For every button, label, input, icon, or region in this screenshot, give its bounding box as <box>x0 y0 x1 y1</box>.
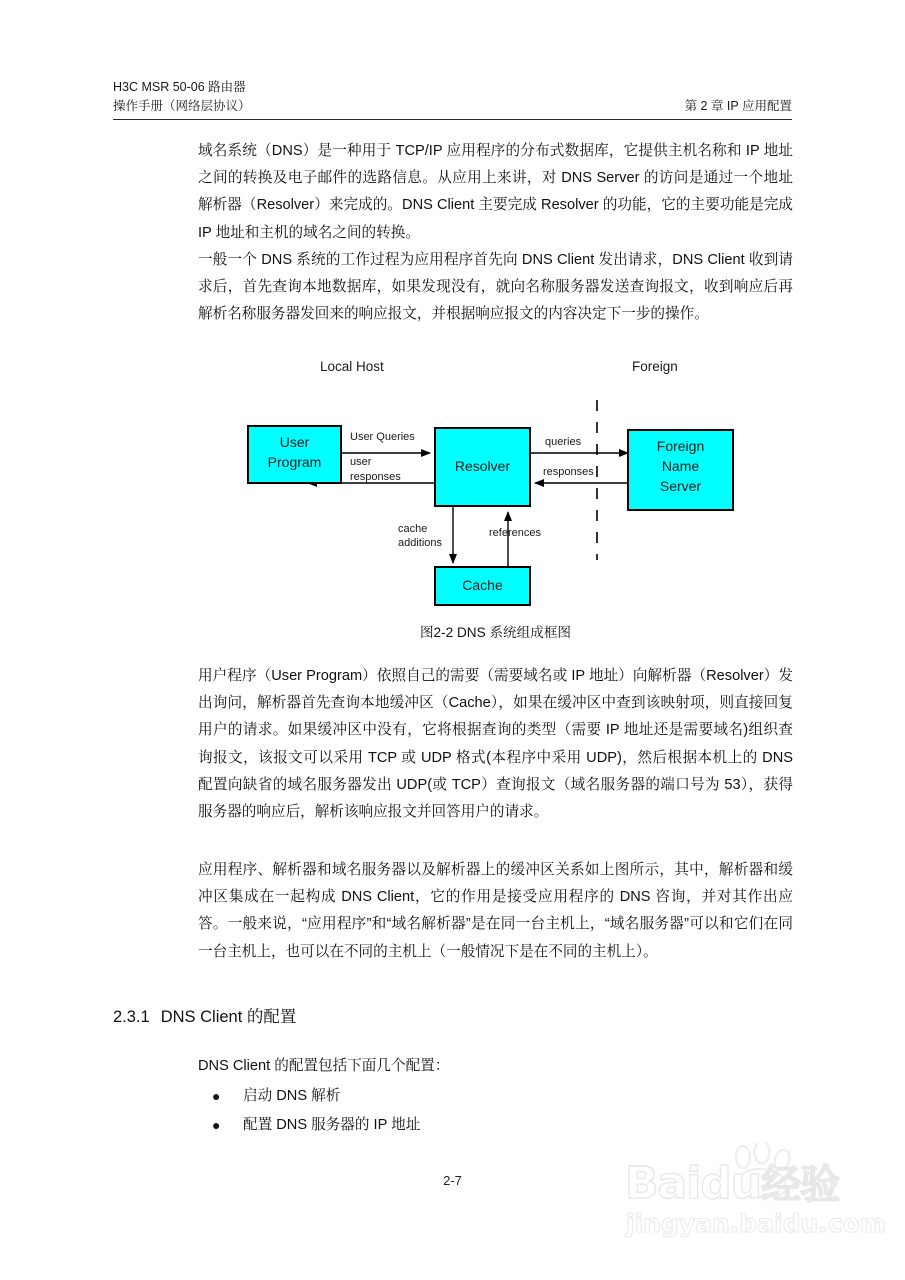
header-left-block <box>113 78 251 116</box>
section-heading-2-3-1 <box>113 1003 296 1027</box>
bullet-dot-icon: ● <box>212 1117 221 1133</box>
baidu-paw-icon <box>729 1143 799 1199</box>
figure-box-foreign-name-server-line2: Name <box>661 458 700 474</box>
watermark-brand-cn: 经验 <box>761 1162 840 1208</box>
header-chapter-label: 第 2 章 IP 应用配置 <box>684 99 792 113</box>
figure-edge-user-responses-line1: user <box>350 456 372 468</box>
baidu-watermark <box>625 1143 895 1238</box>
figure-label-local-host: Local Host <box>320 359 384 374</box>
bullet-dot-icon: ● <box>212 1088 221 1104</box>
figure-box-user-program-line1: User <box>279 434 310 450</box>
watermark-brand-latin: Baidu <box>625 1158 762 1209</box>
watermark-url: jingyan.baidu.com <box>626 1209 886 1238</box>
figure-caption: 图2-2 DNS 系统组成框图 <box>419 625 572 640</box>
figure-edge-references: references <box>489 527 541 539</box>
header-divider <box>113 119 792 120</box>
section-title: DNS Client 的配置 <box>160 1008 297 1026</box>
paragraph-resolver-flow: 用户程序（User Program）依照自己的需要（需要域名或 IP 地址）向解析器（Resolver）发出询问，解析器首先查询本地缓冲区（Cache），如果在缓冲区中查到该映射项，则直接回复用户的请求。如果缓冲区中没有，它将根据查询的类型（需要 IP 地址还是需要域名)组织查询报文，该报文可以采用 TCP 或 UDP 格式(本程序中采用 UDP)，然后根据本机上的 DNS 配置向缺省的域名服务器发出 UDP(或 TCP）查询报文（域名服务器的端口号为 53），获得服务器的响应后，解析该响应报文并回答用户的请求。 <box>198 668 793 821</box>
page-number: 2-7 <box>443 1173 462 1188</box>
paragraph-dns-client-relationship: 应用程序、解析器和域名服务器以及解析器上的缓冲区关系如上图所示，其中，解析器和缓冲区集成在一起构成 DNS Client，它的作用是接受应用程序的 DNS 咨询，并对其作出应答。一般来说，“应用程序”和“域名解析器”是在同一台主机上，“域名服务器”可以和它们在同一台主机上，也可以在不同的主机上（一般情况下是在不同的主机上）。 <box>198 862 793 960</box>
paragraph-dns-workflow: 一般一个 DNS 系统的工作过程为应用程序首先向 DNS Client 发出请求，DNS Client 收到请求后，首先查询本地数据库，如果发现没有，就向名称服务器发送查询报文，收到响应后再解析名称服务器发回来的响应报文，并根据响应报文的内容决定下一步的操作。 <box>198 252 793 323</box>
figure-box-resolver: Resolver <box>454 458 511 474</box>
section-number: 2.3.1 <box>113 1008 150 1026</box>
figure-box-user-program-line2: Program <box>267 454 322 470</box>
figure-edge-user-responses-line2: responses <box>350 471 401 483</box>
figure-label-foreign: Foreign <box>632 359 678 374</box>
figure-edge-responses: responses <box>543 466 594 478</box>
figure-dns-architecture <box>240 355 760 620</box>
figure-box-foreign-name-server-line3: Server <box>659 478 702 494</box>
bullet-label: 启动 DNS 解析 <box>243 1088 341 1104</box>
figure-edge-cache-additions-line2: additions <box>398 537 443 549</box>
figure-edge-user-queries: User Queries <box>350 431 415 443</box>
figure-edge-queries: queries <box>545 436 582 448</box>
page-header <box>113 78 792 122</box>
paragraph-dns-overview: 域名系统（DNS）是一种用于 TCP/IP 应用程序的分布式数据库，它提供主机名称和 IP 地址之间的转换及电子邮件的选路信息。从应用上来讲，对 DNS Server 的访问是通过一个地址解析器（Resolver）来完成的。DNS Client 主要完成 Resolver 的功能，它的主要功能是完成 IP 地址和主机的域名之间的转换。 <box>198 143 793 241</box>
header-manual-line: 操作手册（网络层协议） <box>113 99 251 113</box>
figure-box-foreign-name-server-line1: Foreign <box>656 438 705 454</box>
figure-box-cache: Cache <box>462 577 503 593</box>
section-intro-text: DNS Client 的配置包括下面几个配置： <box>198 1058 450 1074</box>
header-product-line: H3C MSR 50-06 路由器 <box>113 80 246 94</box>
bullet-label: 配置 DNS 服务器的 IP 地址 <box>243 1117 421 1133</box>
figure-edge-cache-additions-line1: cache <box>398 523 428 535</box>
